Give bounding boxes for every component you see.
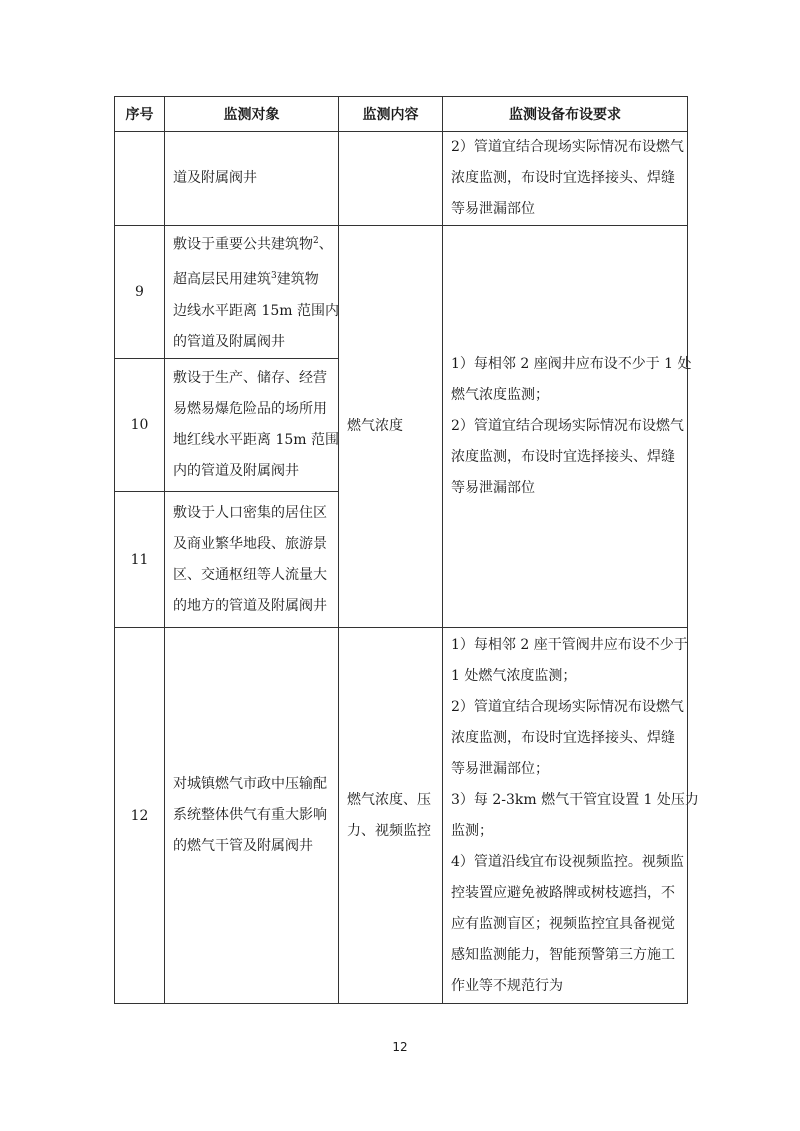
row-number: 9 [115,226,165,359]
requirement-line: 等易泄漏部位； [451,760,549,777]
content-text: 燃气浓度 [347,418,403,434]
object-line: 敷设于重要公共建筑物$^2$、 [173,236,333,253]
requirement-line: 控装置应避免被路牌或树枝遮挡，不 [451,884,675,901]
requirement-line: 应有监测盲区；视频监控宜具备视觉 [451,915,675,932]
requirement-line: 4）管道沿线宜布设视频监控。视频监 [451,853,684,870]
object-line: 地红线水平距离 15m 范围 [173,432,339,448]
requirement-line: 燃气浓度监测； [451,387,549,403]
cell-object [165,359,339,492]
requirement-line: 浓度监测，布设时宜选择接头、焊缝 [451,170,675,186]
object-line: 内的管道及附属阀井 [173,463,299,479]
header-requirement: 监测设备布设要求 [443,97,688,132]
object-line: 的地方的管道及附属阀井 [173,597,327,614]
table-row-9 [115,226,688,359]
object-line: 超高层民用建筑$^3$建筑物 [173,271,319,288]
header-content: 监测内容 [339,97,443,132]
requirement-line: 等易泄漏部位 [451,480,535,496]
content-line: 燃气浓度、压 [347,791,431,808]
header-object: 监测对象 [165,97,339,132]
cell-requirement-merged [443,226,692,628]
table-header-row [115,97,688,132]
row-number: 12 [115,628,165,1004]
requirement-line: 等易泄漏部位 [451,201,535,217]
requirement-line: 2）管道宜结合现场实际情况布设燃气 [451,698,684,715]
cell-requirement [443,628,699,1004]
object-line: 区、交通枢纽等人流量大 [173,566,327,583]
cell-no [115,132,165,226]
page-number: 12 [392,1040,408,1054]
object-line: 的燃气干管及附属阀井 [173,838,313,854]
requirement-line: 3）每 2-3km 燃气干管宜设置 1 处压力 [451,791,699,808]
requirement-line: 1 处燃气浓度监测； [451,667,577,684]
cell-content [339,132,443,226]
cell-object [165,628,339,1004]
requirement-line: 1）每相邻 2 座阀井应布设不少于 1 处 [451,356,692,372]
requirement-line: 浓度监测，布设时宜选择接头、焊缝 [451,729,675,746]
object-line: 边线水平距离 15m 范围内 [173,302,339,319]
object-line: 敷设于人口密集的居住区 [173,504,327,521]
object-line: 敷设于生产、储存、经营 [173,370,327,386]
object-line: 道及附属阀井 [173,170,257,186]
requirement-line: 感知监测能力，智能预警第三方施工 [451,946,675,963]
object-line: 对城镇燃气市政中压输配 [173,776,327,792]
cell-content [339,628,443,1004]
requirement-line: 2）管道宜结合现场实际情况布设燃气 [451,418,684,434]
object-line: 的管道及附属阀井 [173,333,285,350]
table-row-12 [115,628,688,1004]
cell-content-merged [339,226,443,628]
content-line: 力、视频监控 [347,822,431,839]
cell-object [165,226,339,359]
header-no: 序号 [115,97,165,132]
row-number: 11 [115,492,165,628]
requirement-line: 2）管道宜结合现场实际情况布设燃气 [451,139,684,155]
table-row-continued [115,132,688,226]
object-line: 易燃易爆危险品的场所用 [173,401,327,417]
footnote-mark: 2 [313,236,319,247]
requirement-line: 监测； [451,822,493,839]
object-line: 及商业繁华地段、旅游景 [173,535,327,552]
cell-requirement [443,132,688,226]
requirement-line: 浓度监测，布设时宜选择接头、焊缝 [451,449,675,465]
cell-object [165,492,339,628]
monitoring-requirements-table [114,96,699,1004]
requirement-line: 1）每相邻 2 座干管阀井应布设不少于 [451,636,688,653]
cell-object [165,132,339,226]
object-line: 系统整体供气有重大影响 [173,807,327,823]
row-number: 10 [115,359,165,492]
footnote-mark: 3 [271,271,277,281]
requirement-line: 作业等不规范行为 [451,977,563,994]
